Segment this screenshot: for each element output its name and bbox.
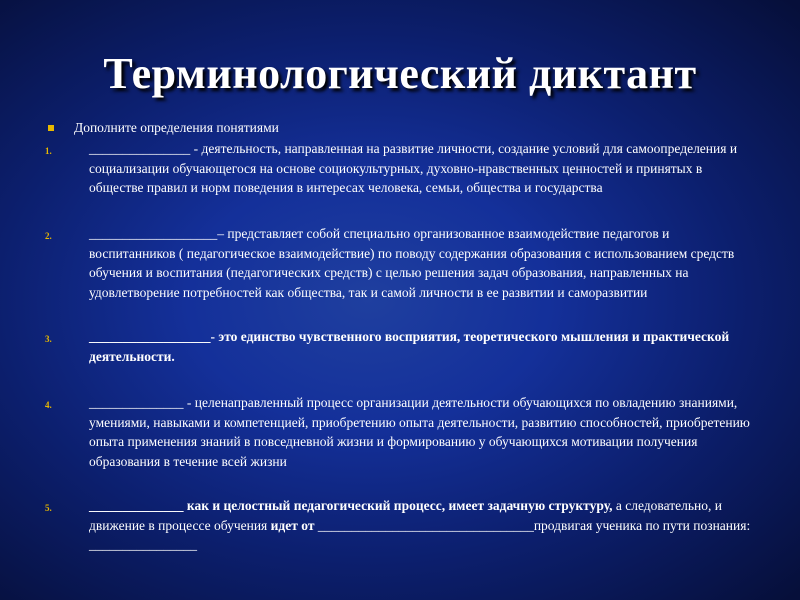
item-text: _______________ - деятельность, направленная на развитие личности, создание условий для самоопределения и социализации обучающегося на основе социокультурных, духовно-нравственных ценностей и принятых в обществе правил и норм поведения в интересах человека, семьи, общества и государства [89, 141, 738, 195]
list-item-3 [45, 327, 755, 366]
list-item-4 [45, 393, 755, 471]
list-item-1 [45, 139, 755, 198]
item-text: ______________ - целенаправленный процесс организации деятельности обучающихся по овладению знаниями, умениями, навыками и компетенцией, приобретению опыта деятельности, развитию способностей, приобретению опыта применения знаний в повседневной жизни и формированию у обучающихся мотивации получения образования в течение всей жизни [89, 395, 750, 469]
list-item-2 [45, 224, 755, 302]
item-number: 1. [45, 146, 52, 156]
slide-title: Терминологический диктант [103, 49, 697, 98]
item-number: 3. [45, 334, 52, 344]
item-text-part: ________________________________продвигая ученика по пути познания: ________________ [89, 517, 751, 552]
item-text: __________________- это единство чувственного восприятия, теоретического мышления и практической деятельности. [89, 329, 730, 364]
item-text-bold-part: идет от [270, 517, 315, 533]
item-number: 2. [45, 231, 52, 241]
item-number: 5. [45, 503, 52, 513]
intro-line [48, 119, 279, 137]
item-text-bold-part: ______________ как и целостный педагогический процесс, имеет задачную структуру, [89, 498, 613, 513]
item-text [89, 496, 755, 555]
item-text: ___________________– представляет собой специально организованное взаимодействие педагогов и воспитанников ( педагогическое взаимодействие) по поводу содержания образования с использованием средств обучения и воспитания (педагогических средств) с целью решения задач образования, направленных на удовлетворение потребностей как общества, так и самой личности в ее развитии и саморазвитии [89, 226, 735, 300]
item-number: 4. [45, 400, 52, 410]
list-item-5 [45, 496, 755, 555]
item-text-part: а следовательно, и движение в процессе обучения [89, 498, 722, 533]
intro-text: Дополните определения понятиями [74, 120, 279, 135]
square-bullet-icon [48, 125, 54, 131]
